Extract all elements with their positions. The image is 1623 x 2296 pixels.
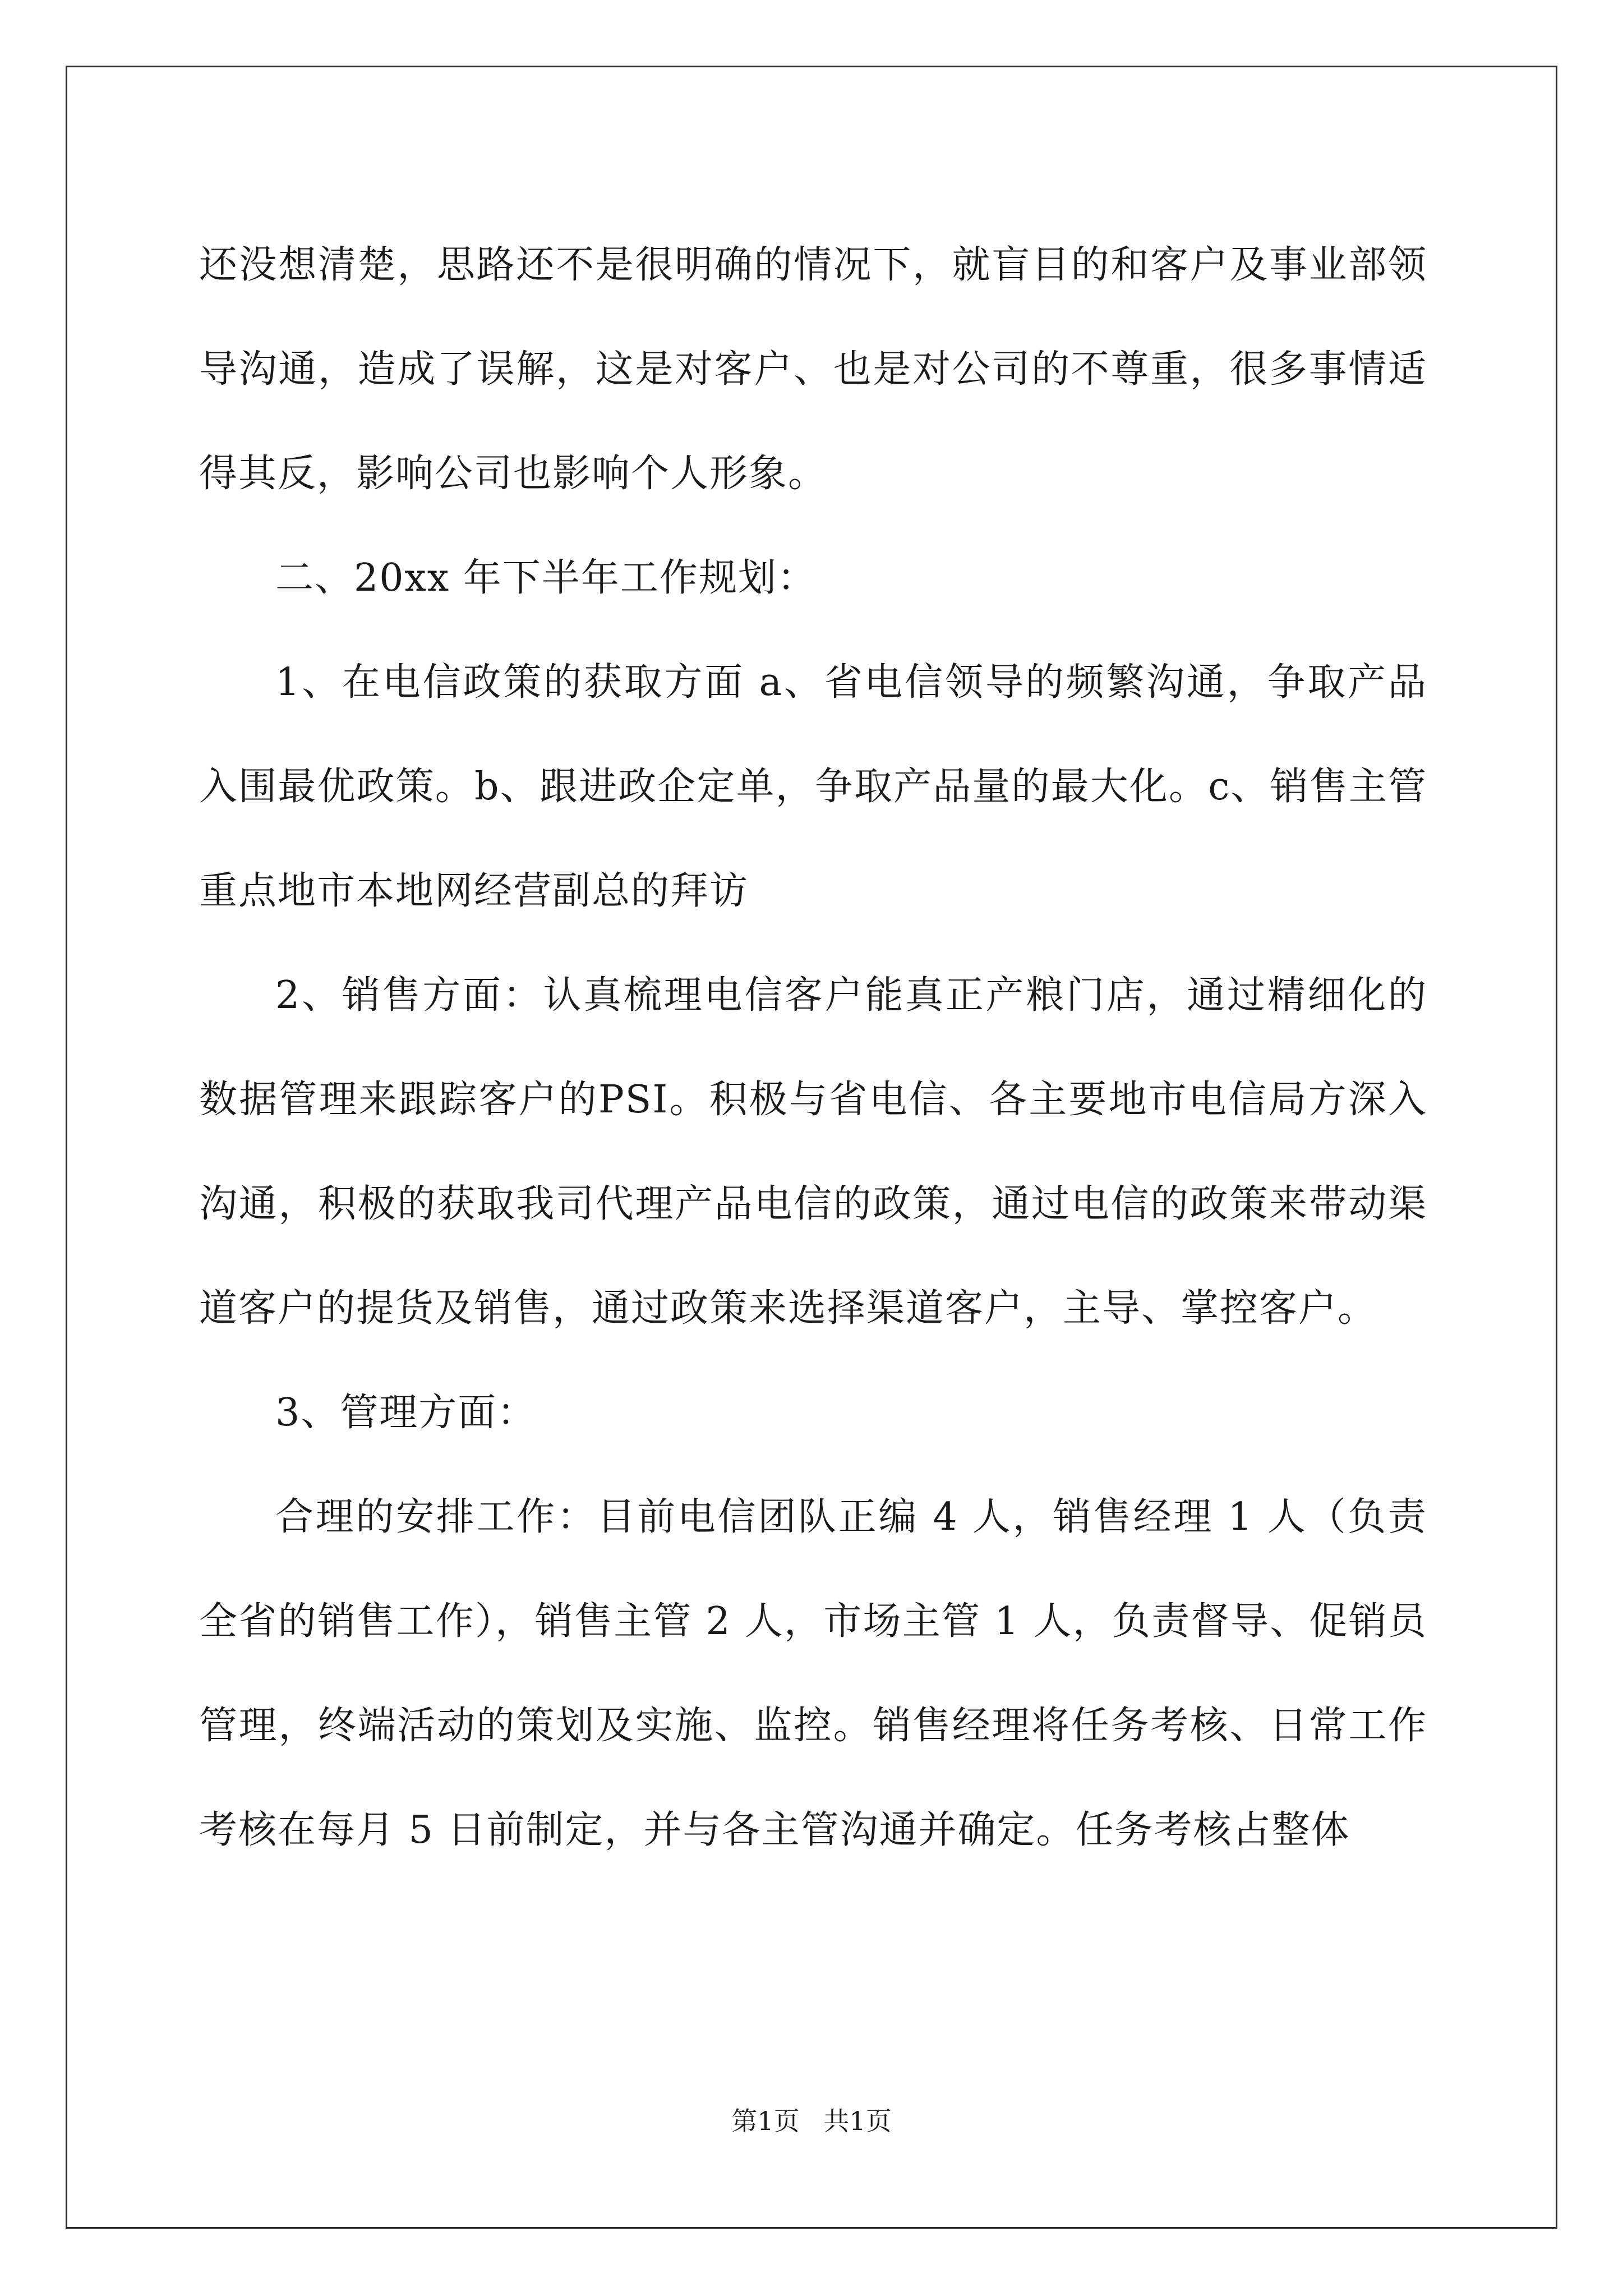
paragraph-sales: 2、销售方面：认真梳理电信客户能真正产粮门店，通过精细化的数据管理来跟踪客户的PSI。积极与省电信、各主要地市电信局方深入沟通，积极的获取我司代理产品电信的政策，通过电信的政策来带动渠道客户的提货及销售，通过政策来选择渠道客户，主导、掌控客户。 — [199, 973, 1427, 1331]
page-number-total: 共1页 — [823, 2106, 892, 2136]
page-footer — [0, 2101, 1623, 2138]
heading-second-half-plan: 二、20xx 年下半年工作规划： — [275, 556, 817, 600]
heading-management: 3、管理方面： — [275, 1391, 537, 1435]
paragraph-intro-continued: 还没想清楚，思路还不是很明确的情况下，就盲目的和客户及事业部领导沟通，造成了误解，这是对客户、也是对公司的不尊重，很多事情适得其反，影响公司也影响个人形象。 — [199, 243, 1427, 496]
paragraph-telecom-policy: 1、在电信政策的获取方面 a、省电信领导的频繁沟通，争取产品入围最优政策。b、跟进政企定单，争取产品量的最大化。c、销售主管重点地市本地网经营副总的拜访 — [199, 660, 1427, 913]
page-number-current: 第1页 — [731, 2106, 800, 2136]
paragraph-work-arrangement: 合理的安排工作：目前电信团队正编 4 人，销售经理 1 人（负责全省的销售工作），销售主管 2 人，市场主管 1 人，负责督导、促销员管理，终端活动的策划及实施、监控。销售经理将任务考核、日常工作考核在每月 5 日前制定，并与各主管沟通并确定。任务考核占整体 — [199, 1495, 1427, 1852]
document-body — [199, 213, 1427, 1883]
